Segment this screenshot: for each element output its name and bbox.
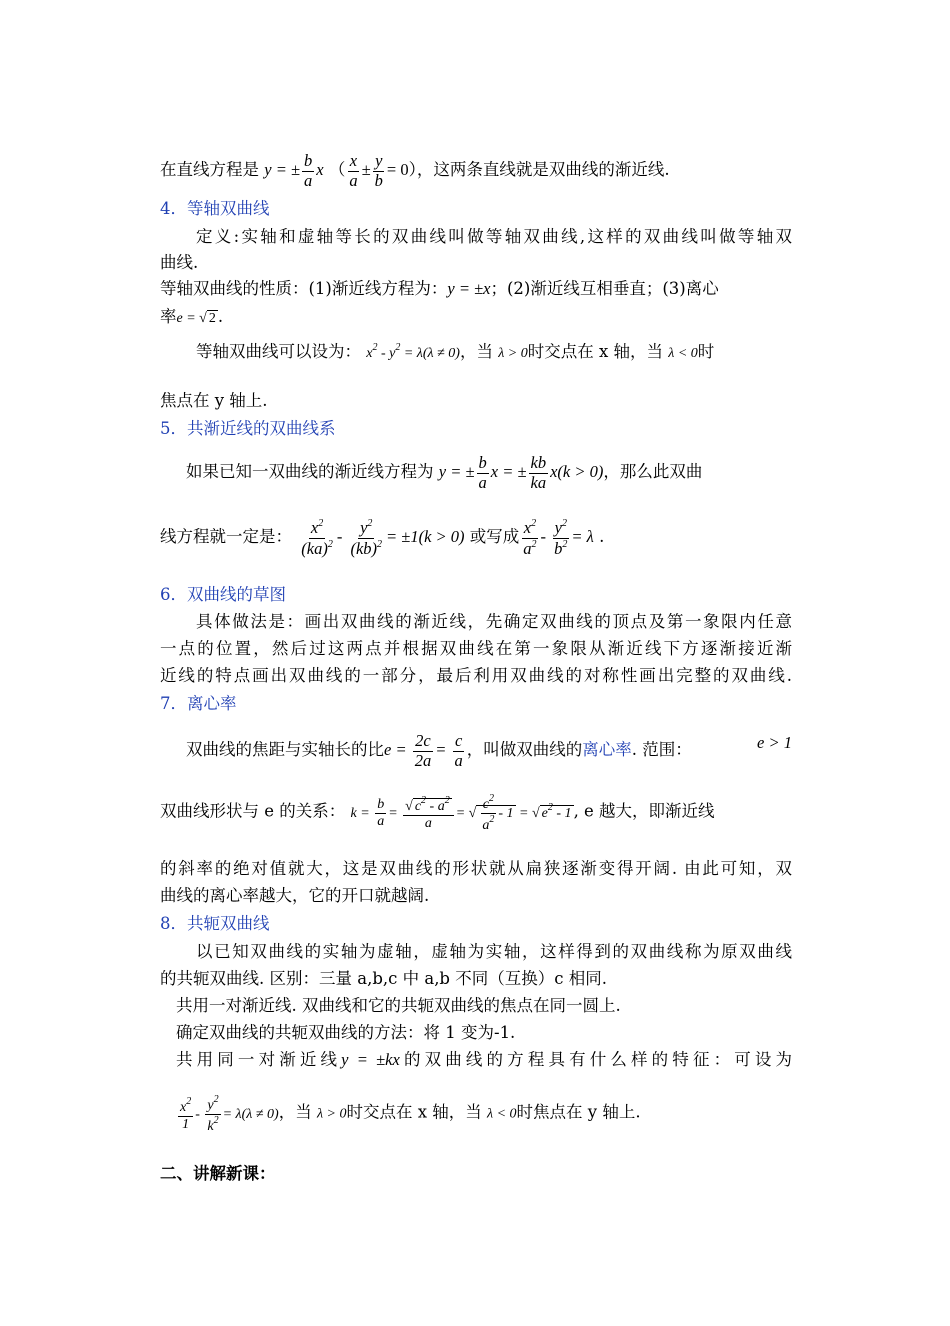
paragraph-conjugate-3: 共用一对渐近线. 双曲线和它的共轭双曲线的焦点在同一圆上. [176,996,621,1015]
paragraph-sketch-3: 近线的特点画出双曲线的一部分，最后利用双曲线的对称性画出完整的双曲线. [160,666,792,685]
section-heading-4: 4．等轴双曲线 [160,199,270,218]
formula-lambda-neg: λ < 0 [668,346,698,361]
section-two-heading: 二、讲解新课： [160,1164,276,1183]
section-heading-8: 8．共轭双曲线 [160,914,270,933]
paragraph-conjugate-5: 共用同一对渐近线y = ±kx的双曲线的方程具有什么样的特征：可设为 [176,1050,792,1069]
formula-y-pm-kx: y = ±kx [341,1050,400,1069]
paragraph-shape-relation-2: 的斜率的绝对值就大，这是双曲线的形状就从扁狭逐渐变得开阔. 由此可知，双 [160,859,792,878]
paragraph-common-asymptote: 如果已知一双曲线的渐近线方程为 y = ± $\frac{b}{a}$ x = ± $\frac{kb}{ka}$ x(k > 0)，那么此双曲 [186,453,703,492]
asymptote-equation-line: 在直线方程是 y = ± $\frac{b}{a}$ x （ $\frac{x}{a}$ ± $\frac{y}{b}$ = 0），这两条直线就是双曲线的渐近线. [160,151,670,190]
asymptote-formula-alt: $\frac{x}{a}$ ± $\frac{y}{b}$ = 0 [349,151,409,190]
paragraph-conjugate-4: 确定双曲线的共轭双曲线的方法：将 1 变为-1. [176,1023,516,1042]
paragraph-properties: 等轴双曲线的性质：(1)渐近线方程为：y = ±x；(2)渐近线互相垂直；(3)离心 [160,279,719,298]
formula-equal-axis: $x^2 - y^2 = \lambda(\lambda \ne 0)$ [366,342,460,361]
formula-e-gt-1: e > 1 [757,733,792,752]
formula-lambda-pos-2: λ > 0 [316,1106,347,1122]
paragraph-shape-relation-3: 曲线的离心率越大，它的开口就越阔. [160,886,430,905]
paragraph-eccentricity-def: 双曲线的焦距与实轴长的比e = $\frac{2c}{2a}$ = $\frac{c}{a}$ ，叫做双曲线的离心率. 范围： e > 1 [186,731,792,770]
formula-conjugate: $\frac{x^2}{1}$ - $\frac{y^2}{k^2}$ = λ(λ ≠ 0) [180,1094,279,1134]
formula-kb-ka: y = ± $\frac{b}{a}$ x = ± $\frac{kb}{ka}$ x(k > 0) [438,453,604,492]
paragraph-conjugate-6: $\frac{x^2}{1}$ - $\frac{y^2}{k^2}$ = λ(λ ≠ 0)，当 λ > 0时交点在 x 轴，当 λ < 0时焦点在 y 轴上. [176,1094,792,1135]
paragraph-definition-cont: 曲线. [160,253,199,272]
paragraph-hyperbola-family: 线方程就一定是： $\frac{x^2}{(ka)^2}$ - $\frac{y^2}{(kb)^2}$ = ±1(k > 0) 或写成 $\frac{x^2}{a^2}$ - $\frac{y^2}{b^2}$ = λ . [160,518,605,558]
section-heading-7: 7．离心率 [160,694,237,713]
section-heading-5: 5．共渐近线的双曲线系 [160,419,336,438]
formula-lambda-neg-2: λ < 0 [487,1106,517,1122]
formula-family: $\frac{x^2}{(ka)^2}$ - $\frac{y^2}{(kb)^2}$ = ±1(k > 0) [301,518,465,558]
section-heading-6: 6．双曲线的草图 [160,585,286,604]
paragraph-definition: 定义:实轴和虚轴等长的双曲线叫做等轴双曲线,这样的双曲线叫做等轴双 [196,227,792,246]
paragraph-sketch-1: 具体做法是：画出双曲线的渐近线，先确定双曲线的顶点及第一象限内任意 [196,612,792,631]
formula-k-relation: k = $\frac{b}{a}$ = $\frac{√ c^2 - a^2}{a}$ = √ $\frac{c^2}{a^2}$ - 1 = √ $e^2 - 1$ [350,793,572,833]
formula-lambda-pos: λ > 0 [498,346,528,361]
paragraph-setup-cont: 焦点在 y 轴上. [160,391,268,410]
formula-y-pm-x: y = ±x [447,279,491,298]
formula-family-lambda: $\frac{x^2}{a^2}$ - $\frac{y^2}{b^2}$ = λ [523,518,594,558]
paragraph-eccentricity: 率e = √ 2 . [160,307,224,326]
asymptote-formula: y = ± $\frac{b}{a}$ x [264,151,324,190]
paragraph-shape-relation: 双曲线形状与 e 的关系： k = $\frac{b}{a}$ = $\frac{√ c^2 - a^2}{a}$ = √ $\frac{c^2}{a^2}$ - 1 = √ $e^2 - 1$ , e 越大，即渐近线 [160,793,715,833]
formula-e-ratio: e = $\frac{2c}{2a}$ = $\frac{c}{a}$ [384,731,463,770]
paragraph-sketch-2: 一点的位置，然后过这两点并根据双曲线在第一象限从渐近线下方逐渐接近渐 [160,639,792,658]
paragraph-conjugate-1: 以已知双曲线的实轴为虚轴，虚轴为实轴，这样得到的双曲线称为原双曲线 [196,942,792,961]
formula-e-sqrt2: e = √ 2 [176,311,216,326]
paragraph-conjugate-2: 的共轭双曲线. 区别：三量 a,b,c 中 a,b 不同（互换）c 相同. [160,969,607,988]
paragraph-setup: 等轴双曲线可以设为： $x^2 - y^2 = \lambda(\lambda \ne 0)$，当 λ > 0时交点在 x 轴，当 λ < 0时 [196,342,715,361]
